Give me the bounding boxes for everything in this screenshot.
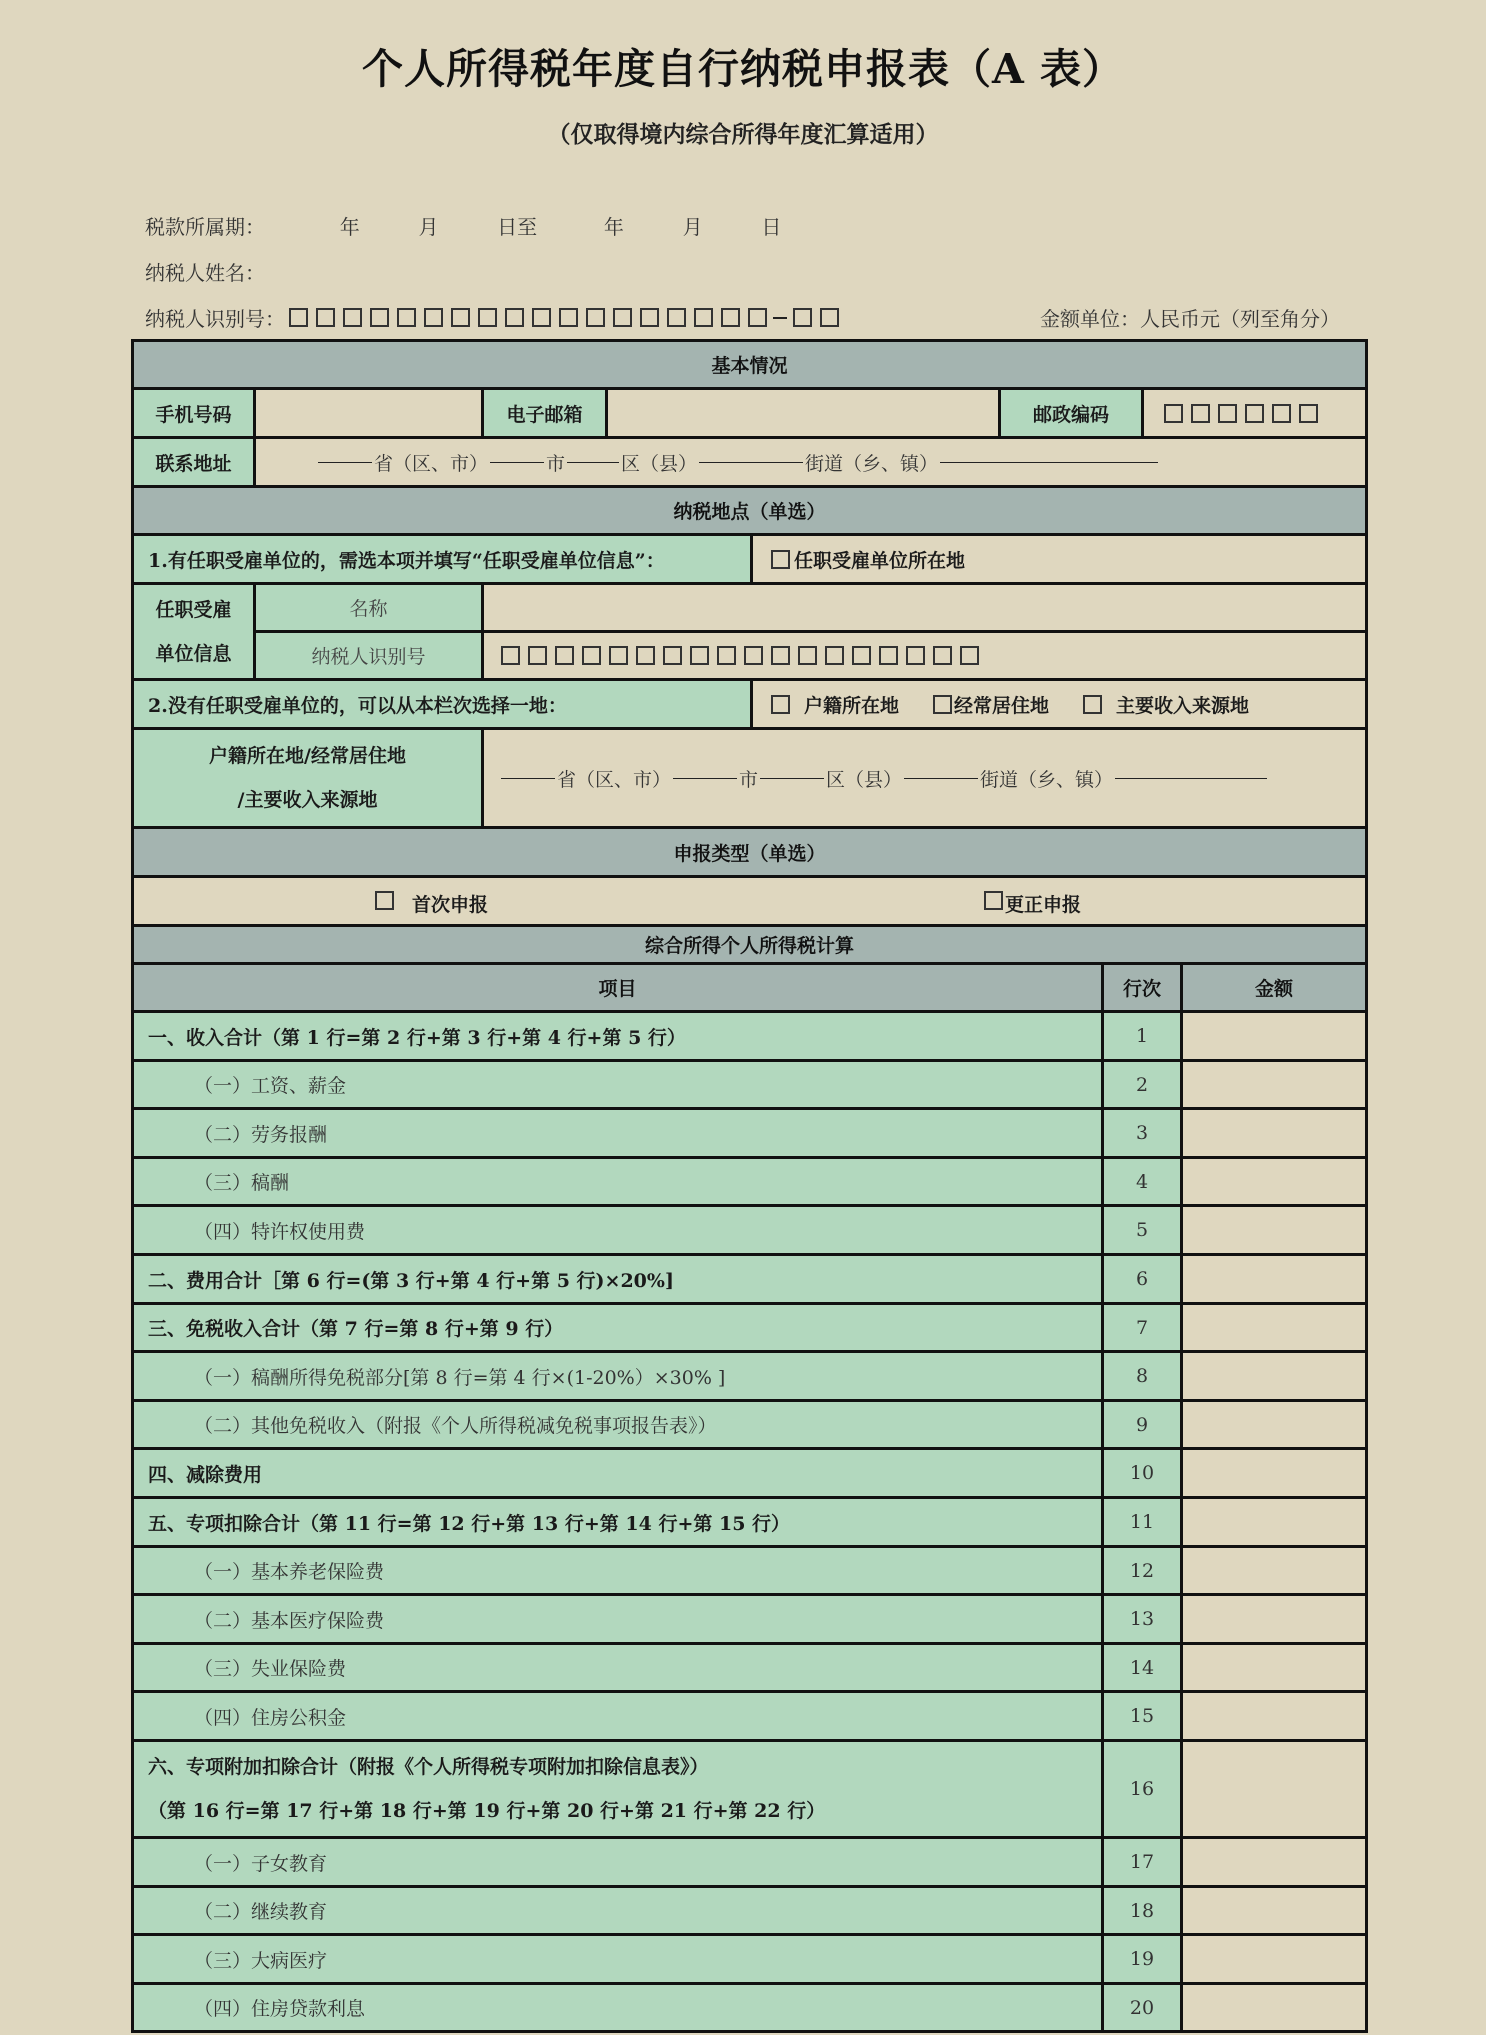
employer-info-label-line2: 单位信息: [155, 642, 232, 665]
row-3-item: [131, 1107, 1104, 1159]
digit-box[interactable]: [316, 308, 335, 327]
employer-info-label-cell: [131, 582, 256, 681]
computation-header: [131, 924, 1368, 965]
digit-box[interactable]: [501, 646, 520, 665]
line-number: 6: [1135, 1268, 1149, 1290]
column-amount-label: 金额: [1254, 978, 1293, 1000]
row-item-label: （一）工资、薪金: [194, 1075, 347, 1097]
residence-label-line1: 户籍所在地/经常居住地: [209, 745, 406, 767]
row-4-amount-input[interactable]: [1180, 1156, 1368, 1207]
digit-box[interactable]: [613, 308, 632, 327]
taxpayer-name-label: 纳税人姓名：: [145, 261, 265, 285]
filing-type-title: 申报类型（单选）: [673, 842, 826, 865]
digit-box[interactable]: [586, 308, 605, 327]
phone-label-cell: [131, 387, 256, 439]
row-12-amount-input[interactable]: [1180, 1545, 1368, 1596]
digit-box[interactable]: [820, 308, 839, 327]
postal-label-cell: [998, 387, 1144, 439]
tax-location-header: [131, 485, 1368, 536]
line-number: 20: [1129, 1996, 1155, 2019]
digit-box[interactable]: [721, 308, 740, 327]
option1-choice-cell: [750, 533, 1368, 585]
filing-type-options-row: [131, 875, 1368, 927]
form-subtitle: （仅取得境内综合所得年度汇算适用）: [547, 121, 939, 148]
digit-box[interactable]: [1164, 404, 1183, 423]
option2-label: 2.没有任职受雇单位的，可以从本栏次选择一地：: [148, 694, 567, 717]
tax-location-title: 纳税地点（单选）: [673, 501, 826, 523]
row-item-label: （一）基本养老保险费: [194, 1561, 385, 1583]
column-header-line: [1101, 962, 1183, 1013]
residence-address-input[interactable]: [481, 727, 1368, 829]
employer-id-label-cell: [253, 630, 484, 681]
digit-box[interactable]: [771, 646, 790, 665]
line-number: 19: [1129, 1948, 1155, 1970]
row-17-amount-input[interactable]: [1180, 1836, 1368, 1888]
column-header-amount: [1180, 962, 1368, 1013]
line-number: 2: [1135, 1073, 1149, 1096]
tax-period-label: 税款所属期：: [145, 215, 265, 239]
digit-box[interactable]: [748, 308, 767, 327]
line-number: 17: [1129, 1851, 1155, 1873]
option1-label-cell: [131, 533, 753, 585]
row-item-label: （三）稿酬: [194, 1172, 290, 1194]
row-11-line-number: [1101, 1496, 1183, 1548]
column-item-label: 项目: [598, 978, 637, 1000]
computation-title: 综合所得个人所得税计算: [644, 935, 854, 957]
row-11-amount-input[interactable]: [1180, 1496, 1368, 1548]
row-19-line-number: [1101, 1933, 1183, 1985]
row-item-label-line2: （第 16 行=第 17 行+第 18 行+第 19 行+第 20 行+第 21 行+第 22 行）: [148, 1800, 826, 1822]
row-10-line-number: [1101, 1447, 1183, 1499]
address-label: 联系地址: [155, 452, 232, 475]
option1-label: 1.有任职受雇单位的，需选本项并填写“任职受雇单位信息”：: [148, 549, 665, 572]
line-number: 9: [1135, 1413, 1149, 1436]
row-13-line-number: [1101, 1593, 1183, 1645]
digit-box[interactable]: [1191, 404, 1210, 423]
digit-box[interactable]: [478, 308, 497, 327]
row-15-line-number: [1101, 1690, 1183, 1742]
period-year-end: 年: [603, 215, 624, 239]
postal-code-boxes[interactable]: [1164, 404, 1326, 423]
row-3-line-number: [1101, 1107, 1183, 1159]
habitual-residence-label: 经常居住地: [954, 694, 1050, 717]
digit-box[interactable]: [879, 646, 898, 665]
row-item-label: 五、专项扣除合计（第 11 行=第 12 行+第 13 行+第 14 行+第 15 行）: [148, 1512, 791, 1535]
digit-box[interactable]: [640, 308, 659, 327]
id-dash: [773, 317, 787, 319]
digit-box[interactable]: [793, 308, 812, 327]
digit-box[interactable]: [370, 308, 389, 327]
row-13-item: [131, 1593, 1104, 1645]
digit-box[interactable]: [451, 308, 470, 327]
row-9-line-number: [1101, 1399, 1183, 1450]
row-16-item: [131, 1739, 1104, 1839]
basic-info-title: 基本情况: [711, 355, 788, 377]
digit-box[interactable]: [690, 646, 709, 665]
digit-box[interactable]: [559, 308, 578, 327]
digit-box[interactable]: [343, 308, 362, 327]
row-1-line-number: [1101, 1010, 1183, 1062]
row-7-item: [131, 1302, 1104, 1353]
digit-box[interactable]: [744, 646, 763, 665]
row-18-line-number: [1101, 1885, 1183, 1936]
taxpayer-id-row: [145, 303, 847, 332]
digit-box[interactable]: [825, 646, 844, 665]
line-number: 13: [1129, 1608, 1155, 1630]
row-6-line-number: [1101, 1253, 1183, 1305]
line-number: 5: [1135, 1219, 1149, 1241]
row-20-line-number: [1101, 1982, 1183, 2033]
period-month-start: 月: [418, 215, 439, 239]
row-item-label: （三）大病医疗: [194, 1949, 328, 1972]
phone-input[interactable]: [253, 387, 484, 439]
main-income-source-checkbox[interactable]: [1083, 695, 1102, 714]
residence-district: 区（县）: [826, 768, 903, 791]
row-10-amount-input[interactable]: [1180, 1447, 1368, 1499]
row-item-label: （三）失业保险费: [194, 1658, 347, 1680]
row-item-label: 四、减除费用: [148, 1463, 263, 1486]
row-11-item: [131, 1496, 1104, 1548]
employer-name-label-cell: [253, 582, 484, 633]
digit-box[interactable]: [694, 308, 713, 327]
option2-label-cell: [131, 678, 753, 730]
residence-street: 街道（乡、镇）: [980, 768, 1114, 791]
row-2-amount-input[interactable]: [1180, 1059, 1368, 1110]
row-14-item: [131, 1642, 1104, 1693]
tax-period-row: [145, 211, 781, 240]
row-9-item: [131, 1399, 1104, 1450]
email-label: 电子邮箱: [506, 403, 583, 426]
employer-location-checkbox-label: 任职受雇单位所在地: [794, 549, 966, 572]
row-item-label: （一）子女教育: [194, 1852, 328, 1875]
address-street: 街道（乡、镇）: [805, 452, 939, 475]
row-item-label: （二）基本医疗保险费: [194, 1609, 385, 1632]
row-16-amount-input[interactable]: [1180, 1739, 1368, 1839]
line-number: 10: [1129, 1462, 1155, 1484]
row-item-label: 六、专项附加扣除合计（附报《个人所得税专项附加扣除信息表》）: [148, 1756, 709, 1778]
residence-province: 省（区、市）: [557, 768, 672, 791]
row-item-label: （二）继续教育: [194, 1901, 328, 1923]
corrected-filing-label: 更正申报: [1005, 894, 1082, 916]
taxpayer-id-label: 纳税人识别号：: [145, 307, 285, 331]
address-city: 市: [546, 452, 566, 475]
digit-box[interactable]: [1299, 404, 1318, 423]
period-year-start: 年: [339, 215, 360, 239]
row-6-amount-input[interactable]: [1180, 1253, 1368, 1305]
employer-location-checkbox[interactable]: [771, 550, 790, 569]
taxpayer-id-boxes[interactable]: [289, 308, 847, 327]
row-item-label: （四）住房公积金: [194, 1706, 347, 1729]
line-number: 11: [1129, 1511, 1155, 1533]
digit-box[interactable]: [582, 646, 601, 665]
row-18-item: [131, 1885, 1104, 1936]
line-number: 18: [1129, 1899, 1155, 1922]
digit-box[interactable]: [424, 308, 443, 327]
row-4-item: [131, 1156, 1104, 1207]
postal-code-input[interactable]: [1141, 387, 1368, 439]
row-16-line-number: [1101, 1739, 1183, 1839]
row-8-line-number: [1101, 1350, 1183, 1402]
digit-box[interactable]: [663, 646, 682, 665]
column-header-item: [131, 962, 1104, 1013]
household-registration-checkbox[interactable]: [771, 695, 790, 714]
row-13-amount-input[interactable]: [1180, 1593, 1368, 1645]
filing-type-header: [131, 826, 1368, 878]
row-2-line-number: [1101, 1059, 1183, 1110]
line-number: 15: [1129, 1705, 1155, 1727]
option2-choice-cell: [750, 678, 1368, 730]
digit-box[interactable]: [667, 308, 686, 327]
digit-box[interactable]: [609, 646, 628, 665]
digit-box[interactable]: [852, 646, 871, 665]
row-1-item: [131, 1010, 1104, 1062]
digit-box[interactable]: [289, 308, 308, 327]
row-3-amount-input[interactable]: [1180, 1107, 1368, 1159]
row-item-label: 二、费用合计［第 6 行=(第 3 行+第 4 行+第 5 行)×20%]: [148, 1269, 674, 1292]
row-5-amount-input[interactable]: [1180, 1204, 1368, 1256]
employer-info-label-line1: 任职受雇: [155, 598, 232, 621]
row-12-line-number: [1101, 1545, 1183, 1596]
row-6-item: [131, 1253, 1104, 1305]
currency-unit-note: 金额单位：人民币元（列至角分）: [1040, 307, 1340, 331]
email-label-cell: [481, 387, 608, 439]
row-20-item: [131, 1982, 1104, 2033]
digit-box[interactable]: [1245, 404, 1264, 423]
address-province: 省（区、市）: [374, 452, 489, 475]
basic-info-header: [131, 339, 1368, 390]
row-2-item: [131, 1059, 1104, 1110]
row-20-amount-input[interactable]: [1180, 1982, 1368, 2033]
address-label-cell: [131, 436, 256, 488]
row-5-item: [131, 1204, 1104, 1256]
line-number: 12: [1129, 1559, 1155, 1582]
row-item-label: （二）劳务报酬: [194, 1123, 328, 1146]
row-item-label: （二）其他免税收入（附报《个人所得税减免税事项报告表》）: [194, 1415, 717, 1437]
line-number: 14: [1129, 1656, 1155, 1679]
digit-box[interactable]: [555, 646, 574, 665]
row-5-line-number: [1101, 1204, 1183, 1256]
row-17-item: [131, 1836, 1104, 1888]
line-number: 7: [1135, 1316, 1149, 1339]
digit-box[interactable]: [1218, 404, 1237, 423]
employer-id-boxes[interactable]: [501, 646, 987, 665]
row-19-amount-input[interactable]: [1180, 1933, 1368, 1985]
residence-city: 市: [739, 768, 759, 791]
digit-box[interactable]: [1272, 404, 1291, 423]
row-item-label: （四）特许权使用费: [194, 1220, 366, 1243]
row-10-item: [131, 1447, 1104, 1499]
employer-name-label: 名称: [349, 598, 388, 620]
digit-box[interactable]: [397, 308, 416, 327]
digit-box[interactable]: [933, 646, 952, 665]
row-item-label: 一、收入合计（第 1 行=第 2 行+第 3 行+第 4 行+第 5 行）: [148, 1026, 686, 1049]
digit-box[interactable]: [532, 308, 551, 327]
corrected-filing-checkbox[interactable]: [984, 891, 1003, 910]
household-registration-label: 户籍所在地: [804, 694, 900, 717]
row-9-amount-input[interactable]: [1180, 1399, 1368, 1450]
period-month-end: 月: [682, 215, 703, 239]
form-title: 个人所得税年度自行纳税申报表（A 表）: [361, 45, 1125, 93]
digit-box[interactable]: [960, 646, 979, 665]
employer-id-label: 纳税人识别号: [311, 646, 426, 668]
residence-label-line2: /主要收入来源地: [237, 789, 378, 811]
line-number: 4: [1135, 1170, 1149, 1193]
column-line-label: 行次: [1122, 978, 1161, 1000]
address-district: 区（县）: [621, 452, 698, 475]
digit-box[interactable]: [528, 646, 547, 665]
row-19-item: [131, 1933, 1104, 1985]
line-number: 16: [1129, 1778, 1155, 1800]
row-18-amount-input[interactable]: [1180, 1885, 1368, 1936]
digit-box[interactable]: [798, 646, 817, 665]
row-8-amount-input[interactable]: [1180, 1350, 1368, 1402]
digit-box[interactable]: [505, 308, 524, 327]
period-day-start: 日至: [497, 215, 538, 239]
main-income-source-label: 主要收入来源地: [1116, 694, 1250, 717]
row-4-line-number: [1101, 1156, 1183, 1207]
employer-name-input[interactable]: [481, 582, 1368, 633]
row-7-line-number: [1101, 1302, 1183, 1353]
row-14-amount-input[interactable]: [1180, 1642, 1368, 1693]
period-day-end: 日: [761, 215, 782, 239]
phone-label: 手机号码: [155, 403, 232, 426]
row-item-label: （一）稿酬所得免税部分[第 8 行=第 4 行×(1-20%）×30% ]: [194, 1366, 726, 1389]
line-number: 8: [1135, 1365, 1149, 1387]
employer-id-input[interactable]: [481, 630, 1368, 681]
row-item-label: 三、免税收入合计（第 7 行=第 8 行+第 9 行）: [148, 1318, 564, 1340]
digit-box[interactable]: [717, 646, 736, 665]
row-8-item: [131, 1350, 1104, 1402]
row-item-label: （四）住房贷款利息: [194, 1998, 366, 2020]
line-number: 1: [1135, 1025, 1149, 1047]
email-input[interactable]: [605, 387, 1001, 439]
digit-box[interactable]: [906, 646, 925, 665]
habitual-residence-checkbox[interactable]: [933, 695, 952, 714]
digit-box[interactable]: [636, 646, 655, 665]
taxpayer-name-row: [145, 257, 265, 286]
line-number: 3: [1135, 1122, 1149, 1144]
row-17-line-number: [1101, 1836, 1183, 1888]
residence-label-cell: [131, 727, 484, 829]
postal-label: 邮政编码: [1032, 403, 1109, 426]
row-12-item: [131, 1545, 1104, 1596]
first-filing-label: 首次申报: [412, 894, 489, 916]
first-filing-checkbox[interactable]: [375, 891, 394, 910]
row-7-amount-input[interactable]: [1180, 1302, 1368, 1353]
row-15-amount-input[interactable]: [1180, 1690, 1368, 1742]
row-14-line-number: [1101, 1642, 1183, 1693]
row-1-amount-input[interactable]: [1180, 1010, 1368, 1062]
contact-address-input[interactable]: [253, 436, 1368, 488]
row-15-item: [131, 1690, 1104, 1742]
